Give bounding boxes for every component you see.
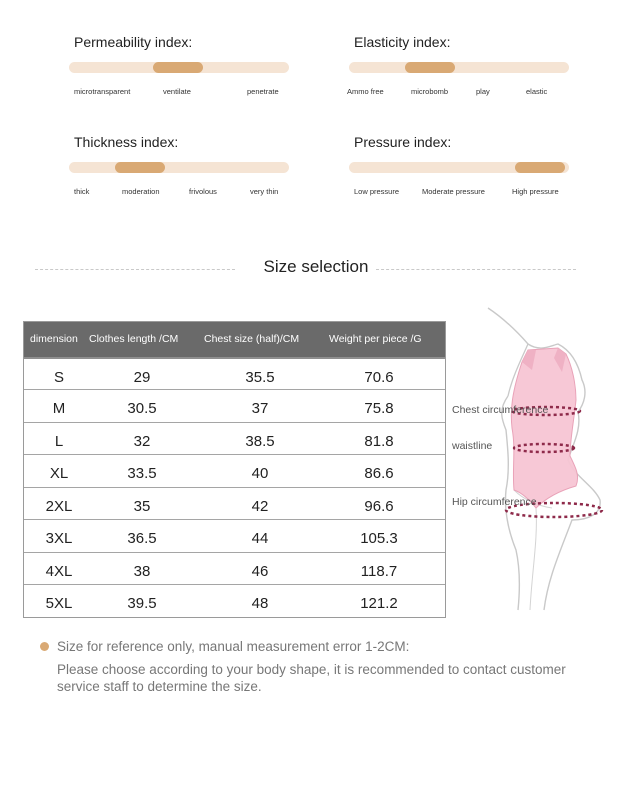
- table-row: [24, 488, 445, 521]
- table-cell: S: [53, 369, 64, 386]
- index-title: Permeability index:: [74, 34, 193, 50]
- table-cell: 29: [133, 369, 151, 386]
- table-cell: XL: [49, 465, 69, 482]
- table-cell: M: [52, 400, 66, 417]
- index-label: thick: [74, 187, 90, 196]
- index-selected-marker: [515, 162, 565, 173]
- index-track: [349, 62, 569, 73]
- index-label: Low pressure: [354, 187, 400, 196]
- index-selected-marker: [115, 162, 165, 173]
- chest-measure-label: Chest circumference: [452, 404, 549, 416]
- table-cell: 42: [251, 497, 269, 515]
- table-cell: 2XL: [45, 497, 73, 515]
- table-cell: 48: [251, 595, 269, 612]
- table-cell: 35.5: [245, 369, 275, 386]
- index-track: [69, 162, 289, 173]
- table-cell: 70.6: [364, 369, 394, 386]
- bullet-dot: [40, 642, 49, 651]
- table-row: [24, 423, 445, 456]
- table-cell: 118.7: [360, 562, 398, 580]
- table-cell: 32: [133, 432, 151, 450]
- column-header: Chest size (half)/CM: [204, 333, 300, 345]
- table-cell: 105.3: [360, 530, 398, 547]
- hip-measure-label: Hip circumference: [452, 496, 537, 508]
- index-track: [349, 162, 569, 173]
- index-label: frivolous: [189, 187, 217, 196]
- index-selected-marker: [405, 62, 455, 73]
- table-row: [24, 520, 445, 553]
- table-header: [24, 322, 445, 357]
- table-cell: 121.2: [360, 595, 398, 612]
- table-body: [24, 357, 445, 617]
- index-title: Thickness index:: [74, 134, 179, 150]
- table-cell: 3XL: [45, 530, 73, 547]
- table-row: [24, 585, 445, 617]
- divider: [376, 269, 576, 270]
- column-header: Weight per piece /G: [329, 333, 422, 345]
- note-body: Please choose according to your body shape, it is recommended to contact customer service staff to determine the size.: [57, 662, 566, 694]
- table-row: [24, 390, 445, 423]
- column-header: Clothes length /CM: [89, 333, 179, 345]
- table-cell: 96.6: [364, 497, 394, 515]
- section-title: Size selection: [263, 257, 369, 276]
- size-table: [23, 321, 446, 618]
- index-label: microbomb: [411, 87, 449, 96]
- table-cell: 81.8: [364, 432, 394, 450]
- index-label: Ammo free: [347, 87, 384, 96]
- table-cell: 4XL: [45, 562, 73, 580]
- table-cell: 38: [133, 562, 151, 580]
- index-title: Elasticity index:: [354, 34, 451, 50]
- index-title: Pressure index:: [354, 134, 452, 150]
- index-label: ventilate: [163, 87, 191, 96]
- body-silhouette-illustration: [448, 300, 632, 620]
- table-cell: 40: [251, 465, 269, 482]
- index-label: play: [476, 87, 490, 96]
- note-heading: Size for reference only, manual measurement error 1-2CM:: [57, 639, 410, 654]
- column-header: dimension: [30, 333, 78, 345]
- table-cell: 75.8: [364, 400, 394, 417]
- table-cell: L: [54, 432, 64, 450]
- index-label: penetrate: [247, 87, 279, 96]
- table-cell: 37: [251, 400, 269, 417]
- index-label: elastic: [526, 87, 548, 96]
- table-cell: 5XL: [45, 595, 73, 612]
- index-track: [69, 62, 289, 73]
- waist-measure-label: waistline: [452, 440, 493, 452]
- index-selected-marker: [153, 62, 203, 73]
- table-cell: 44: [251, 530, 269, 547]
- index-label: very thin: [250, 187, 279, 196]
- table-cell: 46: [251, 562, 269, 580]
- table-row: [24, 455, 445, 488]
- table-cell: 86.6: [364, 465, 394, 482]
- index-label: High pressure: [512, 187, 559, 196]
- table-row: [24, 357, 445, 390]
- index-label: Moderate pressure: [422, 187, 485, 196]
- index-label: microtransparent: [74, 87, 131, 96]
- table-cell: 38.5: [245, 432, 275, 450]
- index-label: moderation: [122, 187, 160, 196]
- body-measurement-figure: [448, 300, 632, 620]
- table-cell: 39.5: [127, 595, 157, 612]
- table-cell: 30.5: [127, 400, 157, 417]
- table-cell: 33.5: [127, 465, 157, 482]
- table-cell: 36.5: [127, 530, 157, 547]
- table-cell: 35: [133, 497, 151, 515]
- table-row: [24, 553, 445, 586]
